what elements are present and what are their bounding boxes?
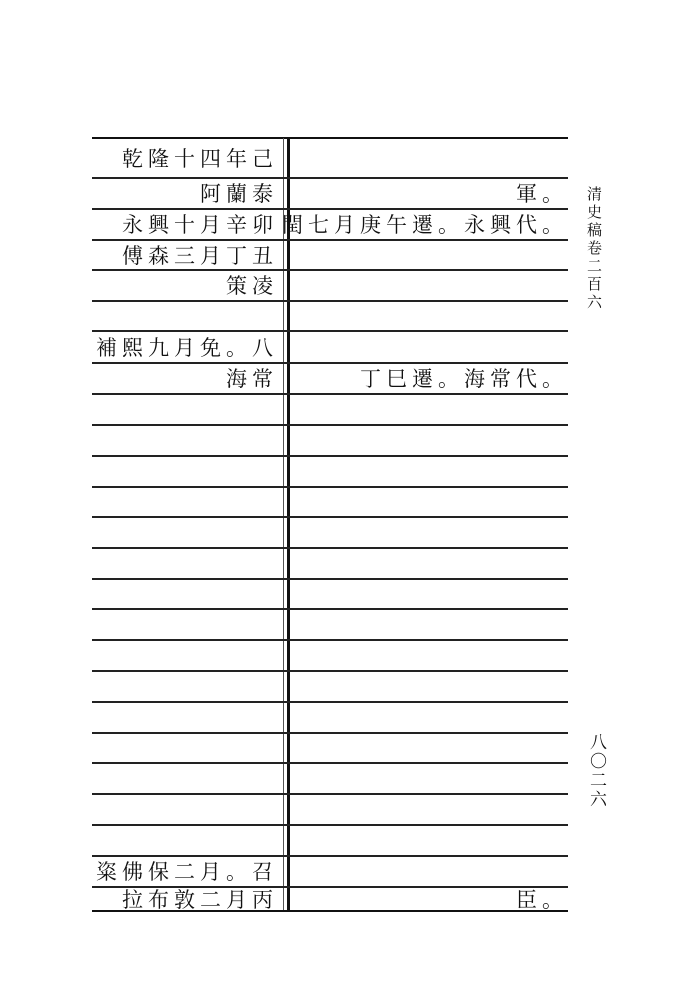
- row-rule: [92, 732, 568, 734]
- table-row-right: [292, 884, 568, 914]
- table-top-border: [92, 137, 568, 139]
- cell-text: 海常: [226, 367, 278, 391]
- cell-text: 丁巳遷。海常代。: [360, 367, 568, 391]
- row-rule: [92, 486, 568, 488]
- table-row-left: [92, 363, 278, 393]
- cell-text: 軍。: [516, 182, 568, 206]
- cell-text: 永興十月辛卯: [122, 213, 278, 237]
- running-title: 清史稿卷二百六: [585, 186, 603, 312]
- table-row-right: [292, 301, 568, 331]
- row-rule: [92, 762, 568, 764]
- cell-text: 乾隆十四年己: [122, 147, 278, 171]
- table-row-left: [92, 178, 278, 208]
- table-row-right: [292, 332, 568, 362]
- cell-text: 阿蘭泰: [200, 182, 278, 206]
- cell-text: 傅森三月丁丑: [122, 244, 278, 268]
- row-rule: [92, 670, 568, 672]
- table-row-right: [292, 270, 568, 300]
- cell-text: 補熙九月免。八: [96, 336, 278, 360]
- cell-text: 閏七月庚午遷。永興代。: [282, 213, 568, 237]
- row-rule: [92, 578, 568, 580]
- table-row-left: [92, 332, 278, 362]
- table-row-right: [282, 209, 568, 239]
- row-rule: [92, 424, 568, 426]
- table-row-right: [292, 143, 568, 173]
- table-row-right: [292, 363, 568, 393]
- table-row-right: [292, 178, 568, 208]
- table-row-right: [292, 240, 568, 270]
- table-row-left: [92, 209, 278, 239]
- row-rule: [92, 701, 568, 703]
- row-rule: [92, 547, 568, 549]
- row-rule: [92, 393, 568, 395]
- row-rule: [92, 516, 568, 518]
- table-row-left: [92, 856, 278, 886]
- row-rule: [92, 639, 568, 641]
- page-number: 八〇二六: [586, 733, 606, 809]
- table-row-left: [92, 301, 278, 331]
- table-row-left: [92, 143, 278, 173]
- table-row-left: [92, 270, 278, 300]
- table-row-right: [292, 856, 568, 886]
- row-rule: [92, 824, 568, 826]
- row-rule: [92, 455, 568, 457]
- table-row-left: [92, 884, 278, 914]
- cell-text: 臣。: [516, 888, 568, 912]
- row-rule: [92, 793, 568, 795]
- row-rule: [92, 608, 568, 610]
- table-row-left: [92, 240, 278, 270]
- cell-text: 策凌: [226, 274, 278, 298]
- cell-text: 粢佛保二月。召: [96, 860, 278, 884]
- cell-text: 拉布敦二月丙: [122, 888, 278, 912]
